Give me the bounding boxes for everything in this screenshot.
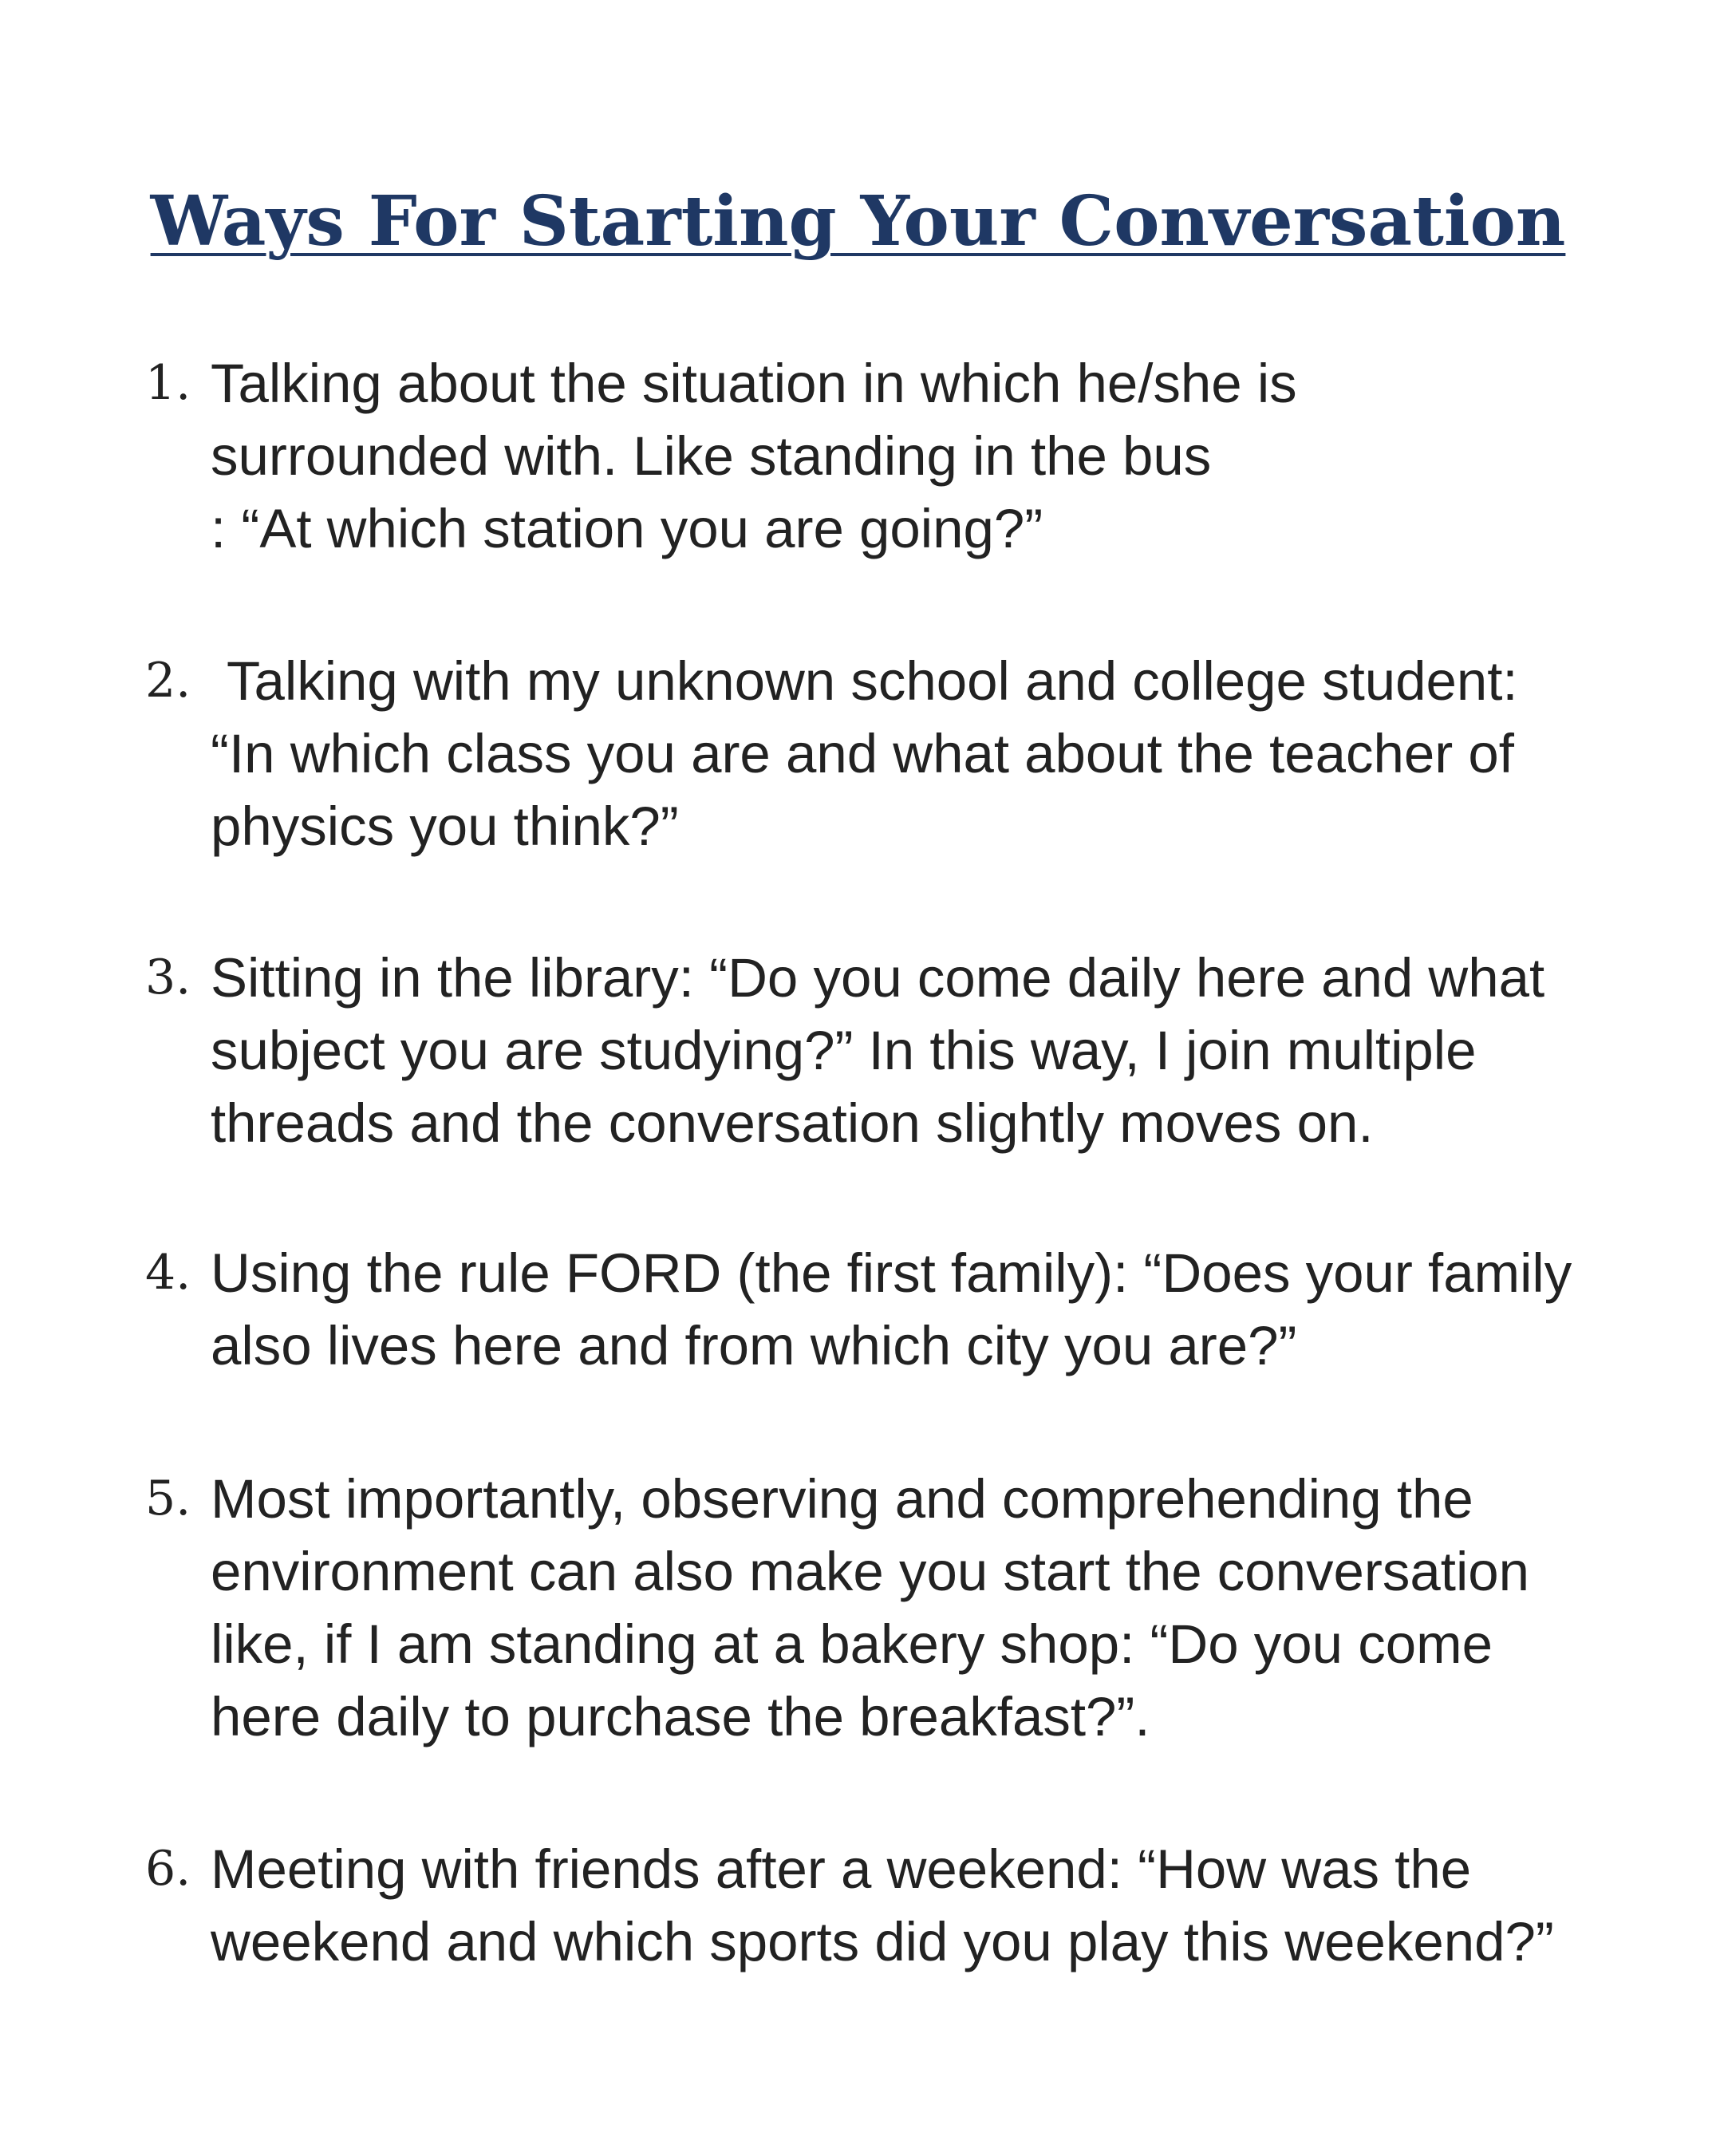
list-item-line: Talking about the situation in which he/she is bbox=[211, 353, 1297, 414]
list-item-text bbox=[211, 347, 1297, 565]
list-item-line: weekend and which sports did you play this weekend?” bbox=[211, 1911, 1554, 1972]
list-item-line: Sitting in the library: “Do you come daily here and what bbox=[211, 947, 1545, 1009]
list-item-line: Talking with my unknown school and college student: bbox=[227, 650, 1518, 712]
list-item-line: Using the rule FORD (the first family): “Does your family bbox=[211, 1242, 1572, 1304]
list-item-line: “In which class you are and what about the teacher of bbox=[211, 723, 1514, 784]
list-item-line: Meeting with friends after a weekend: “How was the bbox=[211, 1838, 1472, 1900]
list-item-line: like, if I am standing at a bakery shop: “Do you come bbox=[211, 1613, 1493, 1675]
list-item-line: here daily to purchase the breakfast?”. bbox=[211, 1686, 1150, 1747]
list-item-text bbox=[211, 1463, 1529, 1753]
list-item-number: 1. bbox=[145, 355, 191, 411]
list-item-line: subject you are studying?” In this way, I join multiple bbox=[211, 1020, 1477, 1081]
list-item-line: surrounded with. Like standing in the bus bbox=[211, 425, 1212, 487]
list-item-line: Most importantly, observing and comprehending the bbox=[211, 1468, 1473, 1530]
list-item-line: physics you think?” bbox=[211, 796, 679, 857]
list-item-text bbox=[211, 645, 1518, 863]
list-item-text bbox=[211, 1237, 1572, 1382]
list-item-number: 5. bbox=[145, 1471, 191, 1526]
list-item-line: threads and the conversation slightly moves on. bbox=[211, 1092, 1374, 1154]
list-item-number: 6. bbox=[145, 1841, 191, 1897]
list-item-text bbox=[211, 1833, 1554, 1978]
list-item-number: 2. bbox=[145, 653, 191, 709]
list-item-text bbox=[211, 942, 1544, 1159]
list-item-number: 3. bbox=[145, 950, 191, 1005]
document-title: Ways For Starting Your Conversation bbox=[150, 181, 1566, 262]
list-item-line: : “At which station you are going?” bbox=[211, 498, 1043, 559]
list-item-line: also lives here and from which city you are?” bbox=[211, 1315, 1297, 1376]
list-item-line: environment can also make you start the conversation bbox=[211, 1541, 1530, 1602]
list-item-number: 4. bbox=[145, 1245, 191, 1301]
